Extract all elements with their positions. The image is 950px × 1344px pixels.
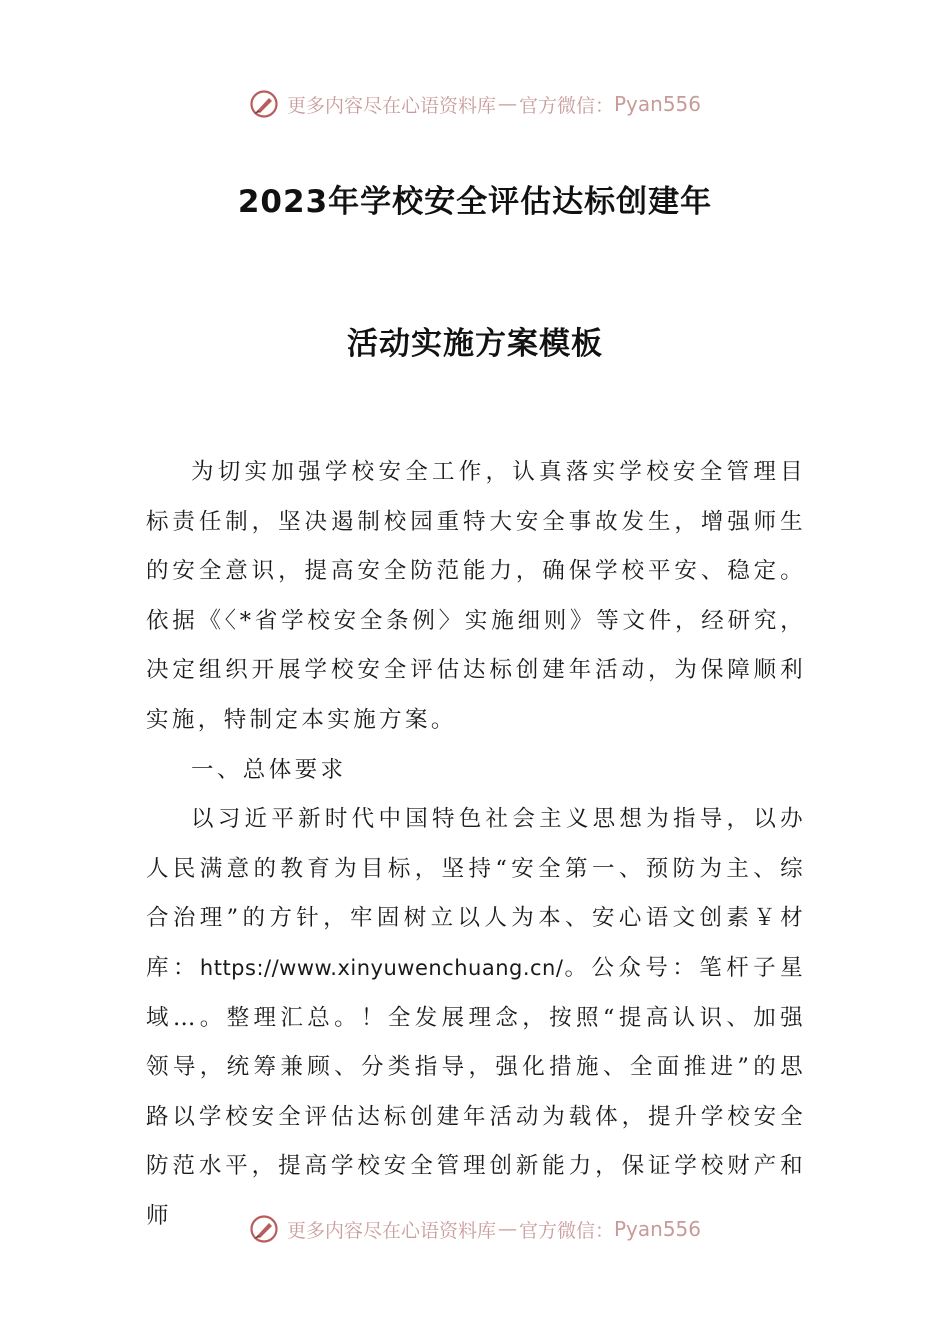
watermark-official: 官方微信： [518,1219,614,1242]
pen-nib-circle-icon [249,1214,279,1244]
watermark-separator: — [497,93,517,115]
document-title-line1: 2023年学校安全评估达标创建年 [237,184,713,220]
document-body [146,448,806,1242]
watermark-text: 更多内容尽在心语资料库 [286,94,496,117]
section-heading-general-requirements: 一、总体要求 [191,756,347,783]
paragraph-text-part1: 以习近平新时代中国特色社会主义思想为指导，以办人民满意的教育为目标，坚持“安全第一、预防为主、综合治理”的方针，牢固树立以人为本、安心语文创素￥材库： [146,806,806,981]
watermark-banner-top [0,84,950,124]
watermark-separator: — [497,1218,517,1240]
watermark-banner-bottom [0,1209,950,1249]
watermark-text: 更多内容尽在心语资料库 [286,1219,496,1242]
intro-paragraph: 为切实加强学校安全工作，认真落实学校安全管理目标责任制，坚决遏制校园重特大安全事故发生，增强师生的安全意识，提高安全防范能力，确保学校平安、稳定。依据《〈*省学校安全条例〉实施细则》等文件，经研究，决定组织开展学校安全评估达标创建年活动，为保障顺利实施，特制定本实施方案。 [146,459,806,733]
paragraph-text-part2: 。公众号：笔杆子星域…。整理汇总。！全发展理念，按照“提高认识、加强领导，统筹兼顾、分类指导，强化措施、全面推进”的思路以学校安全评估达标创建年活动为载体，提升学校安全防范水平，提高学校安全管理创新能力，保证学校财产和师 [146,954,806,1229]
website-link[interactable]: https://www.xinyuwenchuang.cn/ [199,955,564,980]
general-requirements-paragraph [146,795,806,1241]
watermark-official: 官方微信： [518,94,614,117]
watermark-handle: Pyan556 [614,1217,702,1241]
document-title-line2: 活动实施方案模板 [347,326,603,362]
watermark-handle: Pyan556 [614,92,702,116]
pen-nib-circle-icon [249,89,279,119]
